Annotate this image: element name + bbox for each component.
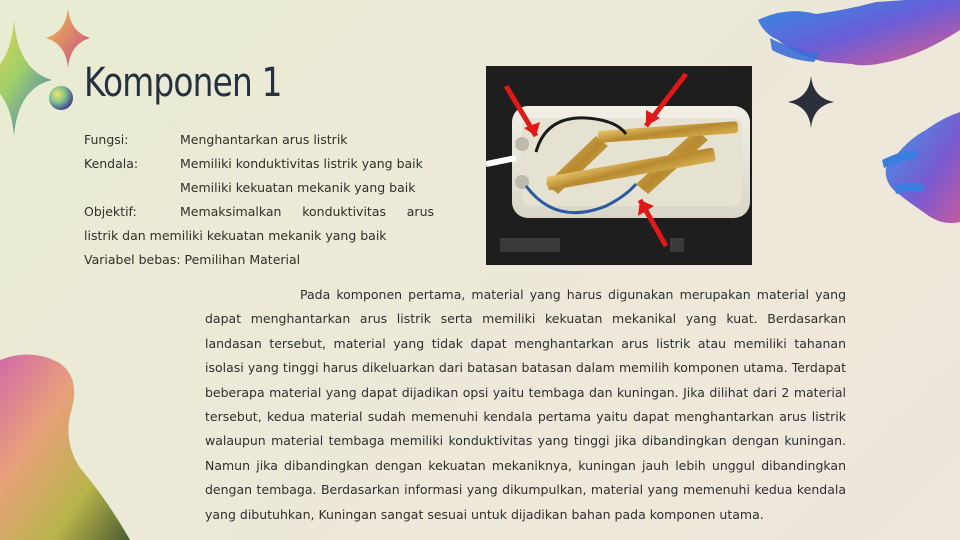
- power-strip-photo: [486, 66, 752, 265]
- fungsi-row: [84, 128, 434, 152]
- kendala-value-2: Memiliki kekuatan mekanik yang baik: [180, 180, 416, 195]
- objektif-label: Objektif:: [84, 204, 137, 219]
- blob-decoration-icon: [0, 348, 140, 540]
- objektif-value-line2: listrik dan memiliki kekuatan mekanik yang baik: [84, 228, 387, 243]
- fungsi-value: Menghantarkan arus listrik: [180, 132, 348, 147]
- star-icon: [788, 76, 834, 128]
- power-strip-illustration-icon: [486, 66, 752, 265]
- fungsi-label: Fungsi:: [84, 132, 129, 147]
- objektif-row: [84, 200, 434, 224]
- hand-decoration-icon: [756, 0, 960, 230]
- kendala-row-2: [84, 176, 434, 200]
- variabel-bebas: Variabel bebas: Pemilihan Material: [84, 252, 301, 267]
- kendala-row: [84, 152, 434, 176]
- kendala-label: Kendala:: [84, 156, 139, 171]
- body-paragraph: Pada komponen pertama, material yang harus digunakan merupakan material yang dapat menghantarkan arus listrik serta memiliki kekuatan mekanikal yang kuat. Berdasarkan landasan tersebut, material yang tidak dapat menghantarkan arus listrik atau memiliki tahanan isolasi yang tinggi harus dikeluarkan dari batasan batasan dalam memilih komponen utama. Terdapat beberapa material yang dapat dijadikan opsi yaitu tembaga dan kuningan. Jika dilihat dari 2 material tersebut, kedua material sudah memenuhi kendala pertama yaitu dapat menghantarkan arus listrik walaupun material tembaga memiliki konduktivitas yang tinggi jika dibandingkan dengan kuningan. Namun jika dibandingkan dengan kekuatan mekaniknya, kuningan jauh lebih unggul dibandingkan dengan tembaga. Berdasarkan informasi yang dikumpulkan, material yang memenuhi kedua kendala yang dibutuhkan, Kuningan sangat sesuai untuk dijadikan bahan pada komponen utama.: [205, 287, 846, 522]
- info-block: [84, 128, 434, 272]
- objektif-value-line1: Memaksimalkan konduktivitas arus: [180, 204, 434, 219]
- kendala-value-1: Memiliki konduktivitas listrik yang baik: [180, 156, 423, 171]
- page-title: Komponen 1: [84, 60, 282, 106]
